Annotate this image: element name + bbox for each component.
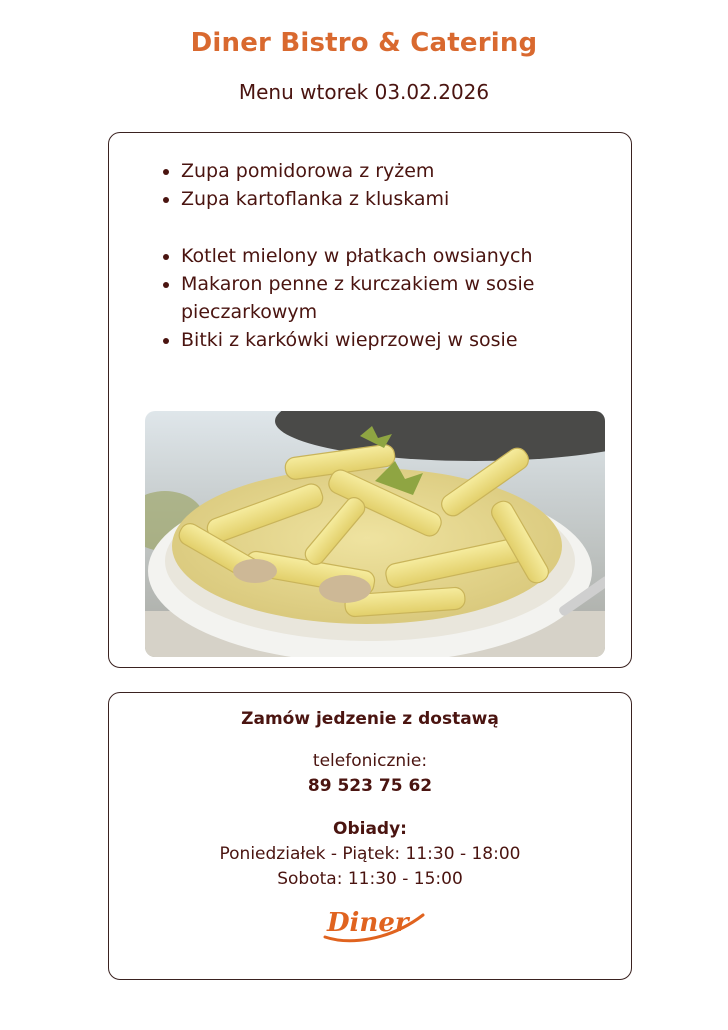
hours-saturday: Sobota: 11:30 - 15:00 [277, 869, 463, 889]
penne-pasta-dish-icon [145, 411, 605, 657]
menu-list [159, 157, 621, 354]
menu-item-soup: • Zupa kartoflanka z kluskami [181, 185, 621, 213]
hours-weekday: Poniedziałek - Piątek: 11:30 - 18:00 [219, 844, 521, 864]
diner-logo [319, 901, 429, 947]
order-info-card [108, 692, 632, 980]
lunch-heading: Obiady: [333, 819, 407, 839]
pasta-photo [145, 411, 605, 657]
menu-item-main: • Bitki z karkówki wieprzowej w sosie [181, 326, 621, 354]
menu-item-main: • Makaron penne z kurczakiem w sosie pieczarkowym [181, 270, 621, 326]
phone-label: telefonicznie: [312, 751, 428, 771]
menu-card [108, 132, 632, 668]
page-title: Diner Bistro & Catering [190, 28, 538, 58]
phone-number[interactable]: 89 523 75 62 [307, 776, 433, 796]
menu-item-main: • Kotlet mielony w płatkach owsianych [181, 242, 621, 270]
menu-date-subtitle: Menu wtorek 03.02.2026 [238, 80, 490, 104]
logo-text: Diner [327, 908, 409, 938]
menu-item-soup: • Zupa pomidorowa z ryżem [181, 157, 621, 185]
order-heading: Zamów jedzenie z dostawą [241, 709, 499, 729]
menu-separator [181, 213, 621, 242]
